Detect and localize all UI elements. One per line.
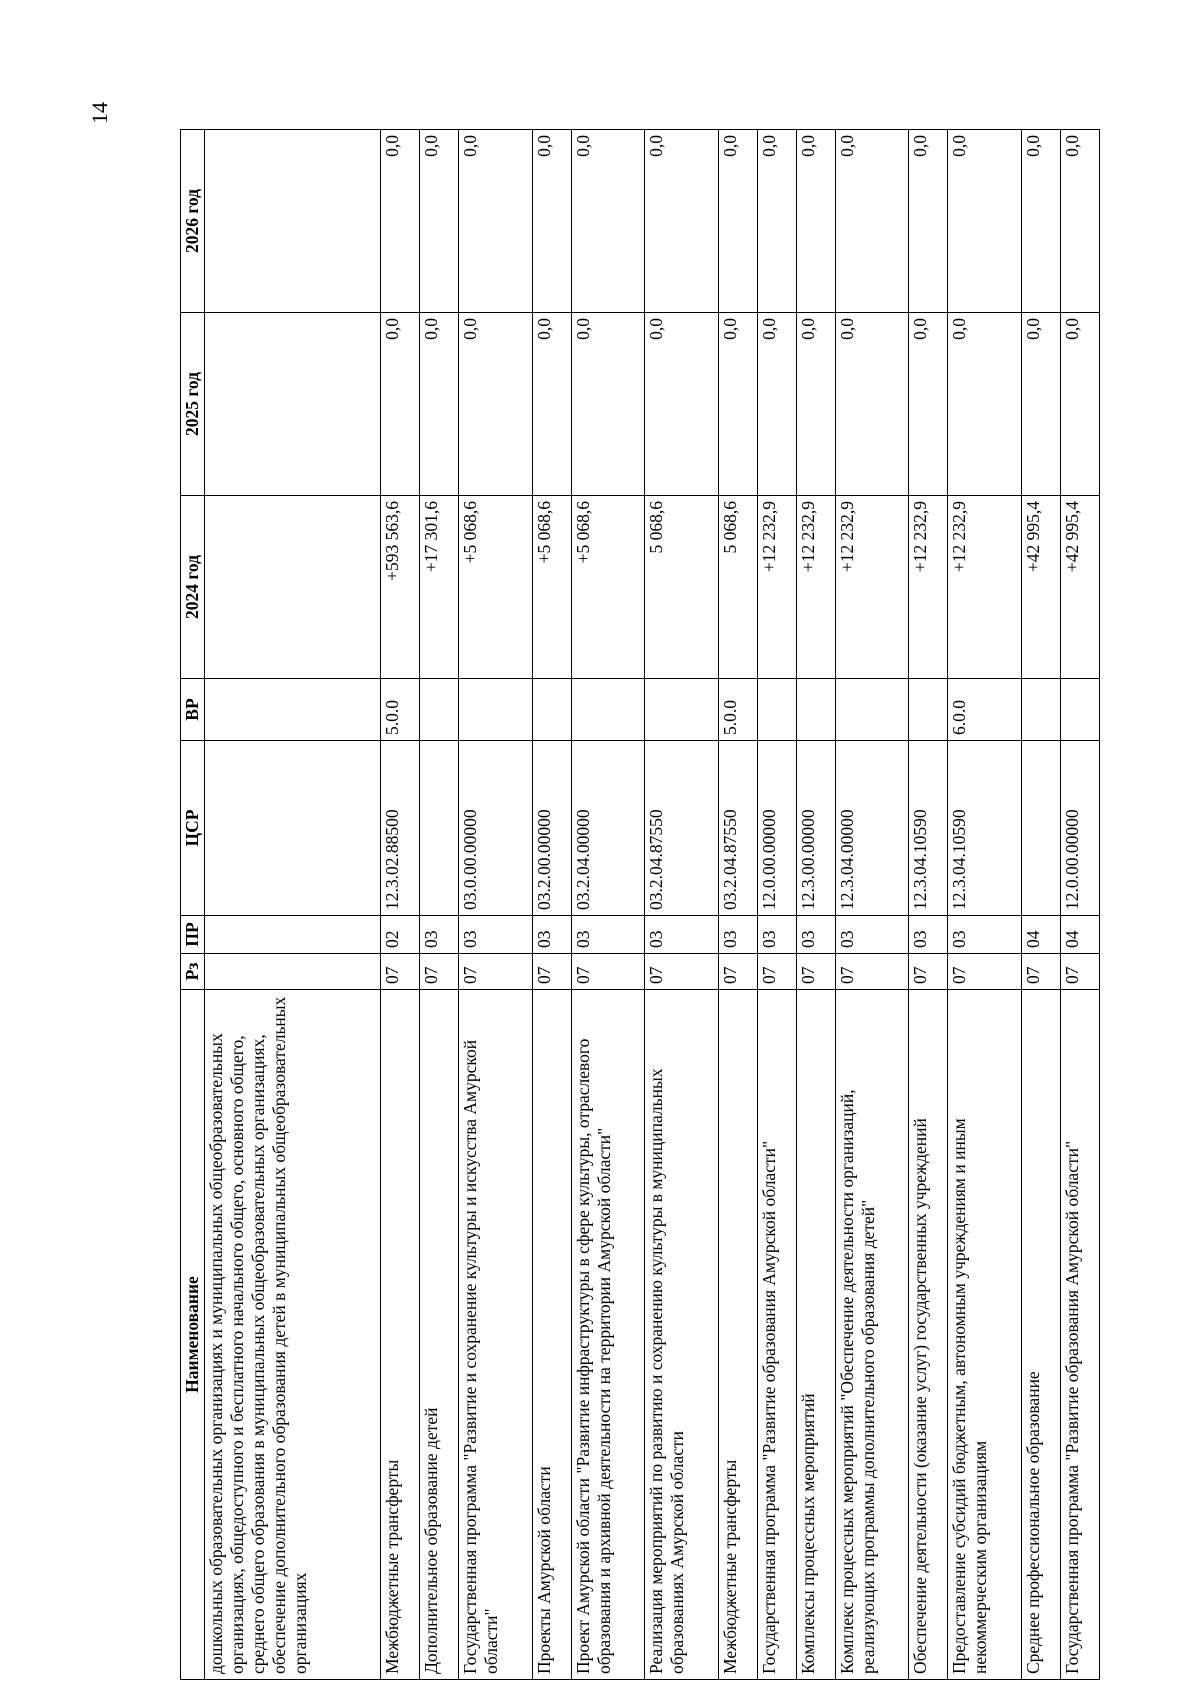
table-body bbox=[205, 130, 1100, 1680]
cell-pr: 04 bbox=[1060, 916, 1099, 954]
cell-name: Среднее профессиональное образование bbox=[1021, 990, 1060, 1680]
cell-2024: +17 301,6 bbox=[420, 496, 459, 679]
cell-rz: 07 bbox=[948, 954, 1021, 990]
cell-rz: 07 bbox=[757, 954, 796, 990]
header-2025: 2025 год bbox=[181, 313, 205, 496]
cell-vr bbox=[205, 679, 381, 741]
cell-pr: 03 bbox=[571, 916, 644, 954]
table-row bbox=[532, 130, 571, 1680]
cell-vr bbox=[757, 679, 796, 741]
header-2024: 2024 год bbox=[181, 496, 205, 679]
cell-2026: 0,0 bbox=[718, 130, 757, 313]
cell-rz: 07 bbox=[571, 954, 644, 990]
cell-2024: +42 995,4 bbox=[1060, 496, 1099, 679]
cell-name: Межбюджетные трансферты bbox=[381, 990, 420, 1680]
cell-csr bbox=[205, 741, 381, 916]
rotated-table-container bbox=[180, 130, 1100, 1680]
cell-vr bbox=[420, 679, 459, 741]
cell-csr: 03.0.00.00000 bbox=[459, 741, 532, 916]
table-row bbox=[205, 130, 381, 1680]
cell-2025: 0,0 bbox=[796, 313, 835, 496]
cell-2024: +593 563,6 bbox=[381, 496, 420, 679]
cell-rz: 07 bbox=[909, 954, 948, 990]
cell-pr: 04 bbox=[1021, 916, 1060, 954]
table-row bbox=[1021, 130, 1060, 1680]
cell-2025 bbox=[205, 313, 381, 496]
cell-pr: 03 bbox=[718, 916, 757, 954]
cell-pr: 03 bbox=[645, 916, 718, 954]
cell-vr bbox=[532, 679, 571, 741]
cell-csr bbox=[1021, 741, 1060, 916]
header-name: Наименование bbox=[181, 990, 205, 1680]
cell-vr: 5.0.0 bbox=[718, 679, 757, 741]
cell-vr bbox=[835, 679, 908, 741]
cell-pr: 03 bbox=[420, 916, 459, 954]
cell-csr: 12.3.00.00000 bbox=[796, 741, 835, 916]
cell-csr: 03.2.00.00000 bbox=[532, 741, 571, 916]
cell-2024: +12 232,9 bbox=[835, 496, 908, 679]
cell-pr: 03 bbox=[532, 916, 571, 954]
table-header-row bbox=[181, 130, 205, 1680]
cell-name: Комплексы процессных мероприятий bbox=[796, 990, 835, 1680]
cell-2026: 0,0 bbox=[381, 130, 420, 313]
cell-2024: +5 068,6 bbox=[459, 496, 532, 679]
cell-2025: 0,0 bbox=[571, 313, 644, 496]
cell-pr: 03 bbox=[835, 916, 908, 954]
header-rz: Рз bbox=[181, 954, 205, 990]
table-row bbox=[645, 130, 718, 1680]
cell-vr bbox=[571, 679, 644, 741]
cell-2026: 0,0 bbox=[571, 130, 644, 313]
cell-rz: 07 bbox=[796, 954, 835, 990]
page-number: 14 bbox=[87, 102, 112, 124]
cell-rz: 07 bbox=[420, 954, 459, 990]
cell-pr: 03 bbox=[909, 916, 948, 954]
cell-rz: 07 bbox=[1060, 954, 1099, 990]
cell-name: Обеспечение деятельности (оказание услуг) государственных учреждений bbox=[909, 990, 948, 1680]
header-vr: ВР bbox=[181, 679, 205, 741]
cell-vr: 6.0.0 bbox=[948, 679, 1021, 741]
cell-name: дошкольных образовательных организациях и муниципальных общеобразовательных организациях, общедоступного и бесплатного начального общего, основного общего, среднего общего образования в муниципальных общеобразовательных организациях, обеспечение дополнительного образования детей в муниципальных общеобразовательных организациях bbox=[205, 990, 381, 1680]
cell-pr: 03 bbox=[459, 916, 532, 954]
cell-2026: 0,0 bbox=[1021, 130, 1060, 313]
cell-csr: 12.0.00.00000 bbox=[757, 741, 796, 916]
cell-rz: 07 bbox=[532, 954, 571, 990]
cell-name: Проекты Амурской области bbox=[532, 990, 571, 1680]
cell-2025: 0,0 bbox=[1021, 313, 1060, 496]
cell-2024: +42 995,4 bbox=[1021, 496, 1060, 679]
cell-2026: 0,0 bbox=[420, 130, 459, 313]
cell-2026: 0,0 bbox=[948, 130, 1021, 313]
cell-csr: 12.0.00.00000 bbox=[1060, 741, 1099, 916]
table-row bbox=[571, 130, 644, 1680]
cell-2026: 0,0 bbox=[645, 130, 718, 313]
cell-rz: 07 bbox=[459, 954, 532, 990]
cell-csr: 12.3.04.00000 bbox=[835, 741, 908, 916]
cell-2024: +12 232,9 bbox=[948, 496, 1021, 679]
cell-csr: 03.2.04.00000 bbox=[571, 741, 644, 916]
cell-2025: 0,0 bbox=[532, 313, 571, 496]
cell-name: Межбюджетные трансферты bbox=[718, 990, 757, 1680]
cell-csr bbox=[420, 741, 459, 916]
cell-vr: 5.0.0 bbox=[381, 679, 420, 741]
cell-rz: 07 bbox=[1021, 954, 1060, 990]
cell-vr bbox=[1060, 679, 1099, 741]
cell-csr: 12.3.02.88500 bbox=[381, 741, 420, 916]
cell-2025: 0,0 bbox=[948, 313, 1021, 496]
cell-pr bbox=[205, 916, 381, 954]
cell-pr: 03 bbox=[948, 916, 1021, 954]
cell-csr: 03.2.04.87550 bbox=[718, 741, 757, 916]
cell-2026: 0,0 bbox=[532, 130, 571, 313]
table-row bbox=[381, 130, 420, 1680]
cell-2025: 0,0 bbox=[381, 313, 420, 496]
cell-2025: 0,0 bbox=[1060, 313, 1099, 496]
cell-rz: 07 bbox=[718, 954, 757, 990]
cell-name: Комплекс процессных мероприятий "Обеспечение деятельности организаций, реализующих программы дополнительного образования детей" bbox=[835, 990, 908, 1680]
cell-2026: 0,0 bbox=[796, 130, 835, 313]
cell-name: Государственная программа "Развитие образования Амурской области" bbox=[757, 990, 796, 1680]
cell-2024: +12 232,9 bbox=[796, 496, 835, 679]
cell-2026: 0,0 bbox=[1060, 130, 1099, 313]
cell-2024: +12 232,9 bbox=[757, 496, 796, 679]
cell-rz bbox=[205, 954, 381, 990]
cell-2025: 0,0 bbox=[718, 313, 757, 496]
cell-name: Государственная программа "Развитие и сохранение культуры и искусства Амурской области" bbox=[459, 990, 532, 1680]
header-csr: ЦСР bbox=[181, 741, 205, 916]
cell-2024: +12 232,9 bbox=[909, 496, 948, 679]
cell-csr: 12.3.04.10590 bbox=[948, 741, 1021, 916]
table-row bbox=[909, 130, 948, 1680]
table-row bbox=[459, 130, 532, 1680]
cell-rz: 07 bbox=[381, 954, 420, 990]
header-2026: 2026 год bbox=[181, 130, 205, 313]
cell-pr: 03 bbox=[796, 916, 835, 954]
table-row bbox=[948, 130, 1021, 1680]
cell-2024 bbox=[205, 496, 381, 679]
table-row bbox=[718, 130, 757, 1680]
cell-csr: 03.2.04.87550 bbox=[645, 741, 718, 916]
table-row bbox=[796, 130, 835, 1680]
table-row bbox=[835, 130, 908, 1680]
budget-table bbox=[180, 129, 1100, 1680]
cell-2025: 0,0 bbox=[645, 313, 718, 496]
cell-2025: 0,0 bbox=[459, 313, 532, 496]
cell-csr: 12.3.04.10590 bbox=[909, 741, 948, 916]
cell-vr bbox=[796, 679, 835, 741]
cell-2026: 0,0 bbox=[909, 130, 948, 313]
cell-2024: +5 068,6 bbox=[571, 496, 644, 679]
cell-2024: 5 068,6 bbox=[645, 496, 718, 679]
cell-2026: 0,0 bbox=[459, 130, 532, 313]
cell-pr: 03 bbox=[757, 916, 796, 954]
cell-2026: 0,0 bbox=[835, 130, 908, 313]
table-row bbox=[420, 130, 459, 1680]
cell-2025: 0,0 bbox=[835, 313, 908, 496]
cell-2025: 0,0 bbox=[757, 313, 796, 496]
cell-2025: 0,0 bbox=[909, 313, 948, 496]
header-pr: ПР bbox=[181, 916, 205, 954]
cell-2024: +5 068,6 bbox=[532, 496, 571, 679]
cell-name: Предоставление субсидий бюджетным, автономным учреждениям и иным некоммерческим организациям bbox=[948, 990, 1021, 1680]
cell-vr bbox=[459, 679, 532, 741]
cell-pr: 02 bbox=[381, 916, 420, 954]
cell-name: Дополнительное образование детей bbox=[420, 990, 459, 1680]
cell-vr bbox=[909, 679, 948, 741]
cell-rz: 07 bbox=[835, 954, 908, 990]
cell-2025: 0,0 bbox=[420, 313, 459, 496]
cell-2026 bbox=[205, 130, 381, 313]
cell-name: Проект Амурской области "Развитие инфраструктуры в сфере культуры, отраслевого образования и архивной деятельности на территории Амурской области" bbox=[571, 990, 644, 1680]
cell-2026: 0,0 bbox=[757, 130, 796, 313]
cell-vr bbox=[1021, 679, 1060, 741]
table-row bbox=[1060, 130, 1099, 1680]
cell-rz: 07 bbox=[645, 954, 718, 990]
cell-name: Государственная программа "Развитие образования Амурской области" bbox=[1060, 990, 1099, 1680]
cell-name: Реализация мероприятий по развитию и сохранению культуры в муниципальных образованиях Амурской области bbox=[645, 990, 718, 1680]
cell-2024: 5 068,6 bbox=[718, 496, 757, 679]
cell-vr bbox=[645, 679, 718, 741]
table-row bbox=[757, 130, 796, 1680]
